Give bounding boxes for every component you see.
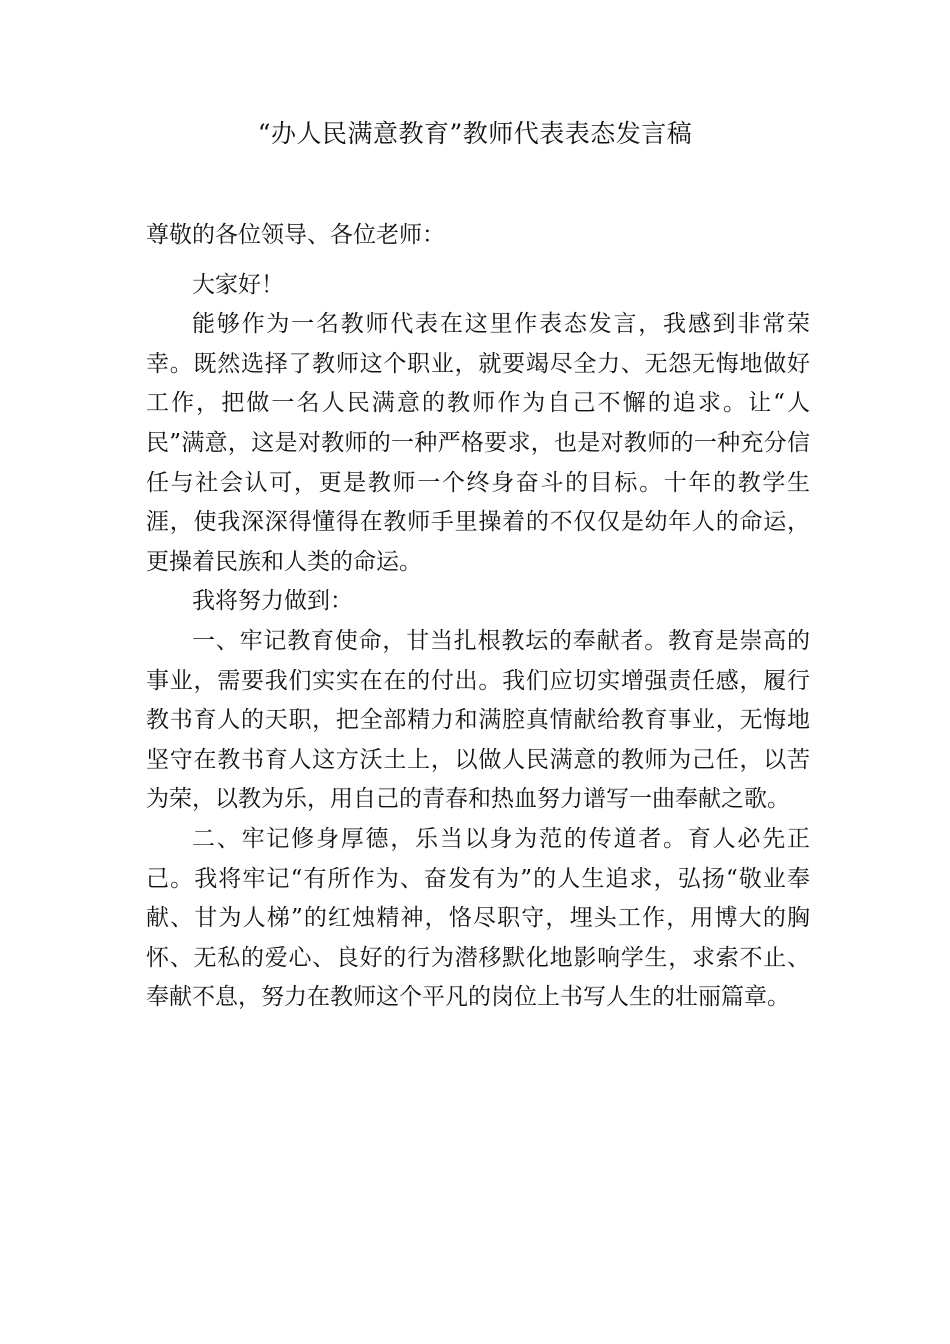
paragraph-commitment-lead: 我将努力做到：: [192, 588, 353, 615]
paragraph-point-two: 二、牢记修身厚德，乐当以身为范的传道者。育人必先正己。我将牢记“有所作为、奋发有为”的人生追求，弘扬“敬业奉献、甘为人梯”的红烛精神，恪尽职守，埋头工作，用博大的胸怀、无私的爱心、良好的行为潜移默化地影响学生，求索不止、奉献不息，努力在教师这个平凡的岗位上书写人生的壮丽篇章。: [146, 825, 810, 1011]
paragraph-intro: 能够作为一名教师代表在这里作表态发言，我感到非常荣幸。既然选择了教师这个职业，就要竭尽全力、无怨无悔地做好工作，把做一名人民满意的教师作为自己不懈的追求。让“人民”满意，这是对教师的一种严格要求，也是对教师的一种充分信任与社会认可，更是教师一个终身奋斗的目标。十年的教学生涯，使我深深得懂得在教师手里操着的不仅仅是幼年人的命运，更操着民族和人类的命运。: [146, 311, 810, 575]
paragraph-point-one: 一、牢记教育使命，甘当扎根教坛的奉献者。教育是崇高的事业，需要我们实实在在的付出。我们应切实增强责任感，履行教书育人的天职，把全部精力和满腔真情献给教育事业，无悔地坚守在教书育人这方沃土上，以做人民满意的教师为己任，以苦为荣，以教为乐，用自己的青春和热血努力谱写一曲奉献之歌。: [146, 627, 810, 813]
salutation: 尊敬的各位领导、各位老师：: [146, 222, 445, 248]
document-title: “办人民满意教育”教师代表表态发言稿: [257, 119, 693, 148]
paragraph-greeting: 大家好！: [192, 271, 284, 298]
document-body: [146, 216, 810, 1018]
